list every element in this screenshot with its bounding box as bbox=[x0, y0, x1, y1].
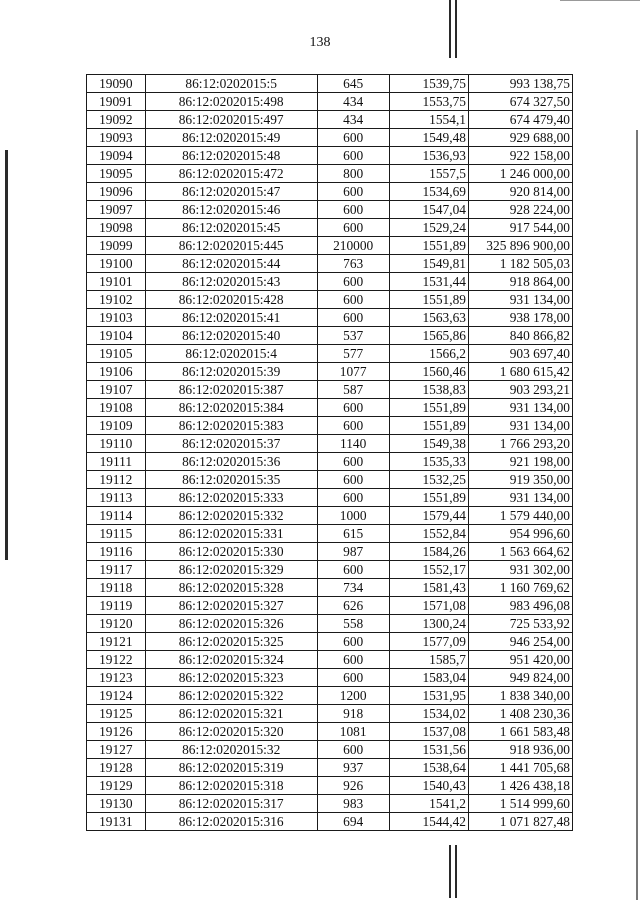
cadastral-number-cell: 86:12:0202015:330 bbox=[145, 543, 317, 561]
cadastral-number-cell: 86:12:0202015:328 bbox=[145, 579, 317, 597]
cadastral-number-cell: 86:12:0202015:318 bbox=[145, 777, 317, 795]
cadastral-number-cell: 86:12:0202015:428 bbox=[145, 291, 317, 309]
area-cell: 1077 bbox=[317, 363, 389, 381]
table-row bbox=[87, 669, 573, 687]
area-cell: 600 bbox=[317, 651, 389, 669]
area-cell: 600 bbox=[317, 399, 389, 417]
binding-mark bbox=[455, 0, 457, 58]
cadastral-number-cell: 86:12:0202015:316 bbox=[145, 813, 317, 831]
specific-value-cell: 1531,44 bbox=[389, 273, 468, 291]
area-cell: 600 bbox=[317, 183, 389, 201]
area-cell: 918 bbox=[317, 705, 389, 723]
area-cell: 600 bbox=[317, 147, 389, 165]
row-number-cell: 19128 bbox=[87, 759, 146, 777]
area-cell: 600 bbox=[317, 561, 389, 579]
table-row bbox=[87, 327, 573, 345]
cadastral-number-cell: 86:12:0202015:43 bbox=[145, 273, 317, 291]
cadastral-number-cell: 86:12:0202015:317 bbox=[145, 795, 317, 813]
cadastral-number-cell: 86:12:0202015:319 bbox=[145, 759, 317, 777]
cadastral-number-cell: 86:12:0202015:44 bbox=[145, 255, 317, 273]
scan-edge-mark bbox=[636, 130, 638, 900]
binding-mark bbox=[449, 0, 451, 58]
area-cell: 1140 bbox=[317, 435, 389, 453]
specific-value-cell: 1529,24 bbox=[389, 219, 468, 237]
table-row bbox=[87, 219, 573, 237]
row-number-cell: 19090 bbox=[87, 75, 146, 93]
specific-value-cell: 1532,25 bbox=[389, 471, 468, 489]
cadastral-number-cell: 86:12:0202015:323 bbox=[145, 669, 317, 687]
area-cell: 587 bbox=[317, 381, 389, 399]
table-row bbox=[87, 111, 573, 129]
cadastral-number-cell: 86:12:0202015:48 bbox=[145, 147, 317, 165]
area-cell: 937 bbox=[317, 759, 389, 777]
cadastral-number-cell: 86:12:0202015:384 bbox=[145, 399, 317, 417]
cadastral-number-cell: 86:12:0202015:327 bbox=[145, 597, 317, 615]
row-number-cell: 19114 bbox=[87, 507, 146, 525]
area-cell: 1081 bbox=[317, 723, 389, 741]
row-number-cell: 19098 bbox=[87, 219, 146, 237]
cadastral-number-cell: 86:12:0202015:332 bbox=[145, 507, 317, 525]
cadastral-value-cell: 1 071 827,48 bbox=[468, 813, 572, 831]
cadastral-number-cell: 86:12:0202015:37 bbox=[145, 435, 317, 453]
area-cell: 600 bbox=[317, 219, 389, 237]
area-cell: 600 bbox=[317, 309, 389, 327]
cadastral-value-cell: 1 766 293,20 bbox=[468, 435, 572, 453]
cadastral-value-cell: 1 441 705,68 bbox=[468, 759, 572, 777]
table-row bbox=[87, 813, 573, 831]
specific-value-cell: 1531,95 bbox=[389, 687, 468, 705]
cadastral-number-cell: 86:12:0202015:5 bbox=[145, 75, 317, 93]
specific-value-cell: 1579,44 bbox=[389, 507, 468, 525]
table-row bbox=[87, 615, 573, 633]
cadastral-number-cell: 86:12:0202015:383 bbox=[145, 417, 317, 435]
row-number-cell: 19127 bbox=[87, 741, 146, 759]
row-number-cell: 19104 bbox=[87, 327, 146, 345]
table-row bbox=[87, 777, 573, 795]
area-cell: 600 bbox=[317, 129, 389, 147]
table-row bbox=[87, 165, 573, 183]
table-row bbox=[87, 255, 573, 273]
specific-value-cell: 1540,43 bbox=[389, 777, 468, 795]
specific-value-cell: 1560,46 bbox=[389, 363, 468, 381]
table-row bbox=[87, 489, 573, 507]
specific-value-cell: 1539,75 bbox=[389, 75, 468, 93]
row-number-cell: 19129 bbox=[87, 777, 146, 795]
specific-value-cell: 1549,81 bbox=[389, 255, 468, 273]
cadastral-value-cell: 1 182 505,03 bbox=[468, 255, 572, 273]
table-row bbox=[87, 399, 573, 417]
row-number-cell: 19107 bbox=[87, 381, 146, 399]
specific-value-cell: 1537,08 bbox=[389, 723, 468, 741]
cadastral-value-cell: 983 496,08 bbox=[468, 597, 572, 615]
table-row bbox=[87, 723, 573, 741]
area-cell: 600 bbox=[317, 453, 389, 471]
specific-value-cell: 1552,17 bbox=[389, 561, 468, 579]
cadastral-value-cell: 920 814,00 bbox=[468, 183, 572, 201]
area-cell: 558 bbox=[317, 615, 389, 633]
cadastral-number-cell: 86:12:0202015:47 bbox=[145, 183, 317, 201]
table-row bbox=[87, 381, 573, 399]
specific-value-cell: 1544,42 bbox=[389, 813, 468, 831]
area-cell: 600 bbox=[317, 273, 389, 291]
table-row bbox=[87, 93, 573, 111]
cadastral-number-cell: 86:12:0202015:329 bbox=[145, 561, 317, 579]
area-cell: 987 bbox=[317, 543, 389, 561]
cadastral-value-cell: 725 533,92 bbox=[468, 615, 572, 633]
area-cell: 645 bbox=[317, 75, 389, 93]
area-cell: 537 bbox=[317, 327, 389, 345]
row-number-cell: 19121 bbox=[87, 633, 146, 651]
cadastral-value-cell: 931 134,00 bbox=[468, 399, 572, 417]
specific-value-cell: 1300,24 bbox=[389, 615, 468, 633]
specific-value-cell: 1553,75 bbox=[389, 93, 468, 111]
cadastral-number-cell: 86:12:0202015:322 bbox=[145, 687, 317, 705]
table-row bbox=[87, 687, 573, 705]
table-row bbox=[87, 507, 573, 525]
cadastral-number-cell: 86:12:0202015:333 bbox=[145, 489, 317, 507]
table-row bbox=[87, 471, 573, 489]
specific-value-cell: 1551,89 bbox=[389, 489, 468, 507]
cadastral-value-cell: 1 514 999,60 bbox=[468, 795, 572, 813]
specific-value-cell: 1551,89 bbox=[389, 399, 468, 417]
area-cell: 577 bbox=[317, 345, 389, 363]
specific-value-cell: 1571,08 bbox=[389, 597, 468, 615]
row-number-cell: 19109 bbox=[87, 417, 146, 435]
page-number: 138 bbox=[309, 35, 331, 50]
row-number-cell: 19110 bbox=[87, 435, 146, 453]
cadastral-value-cell: 325 896 900,00 bbox=[468, 237, 572, 255]
area-cell: 600 bbox=[317, 741, 389, 759]
row-number-cell: 19123 bbox=[87, 669, 146, 687]
area-cell: 600 bbox=[317, 291, 389, 309]
cadastral-value-cell: 674 327,50 bbox=[468, 93, 572, 111]
cadastral-number-cell: 86:12:0202015:321 bbox=[145, 705, 317, 723]
row-number-cell: 19122 bbox=[87, 651, 146, 669]
area-cell: 600 bbox=[317, 471, 389, 489]
cadastral-value-cell: 929 688,00 bbox=[468, 129, 572, 147]
table-row bbox=[87, 309, 573, 327]
cadastral-value-cell: 993 138,75 bbox=[468, 75, 572, 93]
cadastral-number-cell: 86:12:0202015:498 bbox=[145, 93, 317, 111]
table-row bbox=[87, 435, 573, 453]
specific-value-cell: 1551,89 bbox=[389, 237, 468, 255]
cadastral-number-cell: 86:12:0202015:40 bbox=[145, 327, 317, 345]
cadastral-value-cell: 1 160 769,62 bbox=[468, 579, 572, 597]
row-number-cell: 19119 bbox=[87, 597, 146, 615]
specific-value-cell: 1554,1 bbox=[389, 111, 468, 129]
area-cell: 1200 bbox=[317, 687, 389, 705]
table-row bbox=[87, 741, 573, 759]
area-cell: 615 bbox=[317, 525, 389, 543]
area-cell: 800 bbox=[317, 165, 389, 183]
specific-value-cell: 1565,86 bbox=[389, 327, 468, 345]
area-cell: 600 bbox=[317, 633, 389, 651]
table-row bbox=[87, 633, 573, 651]
row-number-cell: 19100 bbox=[87, 255, 146, 273]
specific-value-cell: 1538,83 bbox=[389, 381, 468, 399]
cadastral-number-cell: 86:12:0202015:36 bbox=[145, 453, 317, 471]
specific-value-cell: 1566,2 bbox=[389, 345, 468, 363]
table-row bbox=[87, 597, 573, 615]
cadastral-value-cell: 903 293,21 bbox=[468, 381, 572, 399]
table-row bbox=[87, 129, 573, 147]
table-row bbox=[87, 363, 573, 381]
specific-value-cell: 1551,89 bbox=[389, 417, 468, 435]
area-cell: 600 bbox=[317, 669, 389, 687]
specific-value-cell: 1534,02 bbox=[389, 705, 468, 723]
cadastral-value-cell: 917 544,00 bbox=[468, 219, 572, 237]
area-cell: 600 bbox=[317, 489, 389, 507]
table-row bbox=[87, 561, 573, 579]
table-row bbox=[87, 417, 573, 435]
cadastral-number-cell: 86:12:0202015:445 bbox=[145, 237, 317, 255]
cadastral-value-cell: 931 134,00 bbox=[468, 417, 572, 435]
cadastral-number-cell: 86:12:0202015:45 bbox=[145, 219, 317, 237]
cadastral-value-cell: 1 408 230,36 bbox=[468, 705, 572, 723]
row-number-cell: 19117 bbox=[87, 561, 146, 579]
specific-value-cell: 1538,64 bbox=[389, 759, 468, 777]
binding-mark bbox=[455, 845, 457, 898]
table-row bbox=[87, 543, 573, 561]
row-number-cell: 19099 bbox=[87, 237, 146, 255]
cadastral-number-cell: 86:12:0202015:472 bbox=[145, 165, 317, 183]
row-number-cell: 19096 bbox=[87, 183, 146, 201]
cadastral-number-cell: 86:12:0202015:35 bbox=[145, 471, 317, 489]
row-number-cell: 19103 bbox=[87, 309, 146, 327]
row-number-cell: 19094 bbox=[87, 147, 146, 165]
cadastral-value-cell: 1 246 000,00 bbox=[468, 165, 572, 183]
cadastral-number-cell: 86:12:0202015:46 bbox=[145, 201, 317, 219]
row-number-cell: 19131 bbox=[87, 813, 146, 831]
cadastral-number-cell: 86:12:0202015:320 bbox=[145, 723, 317, 741]
cadastral-value-cell: 1 579 440,00 bbox=[468, 507, 572, 525]
specific-value-cell: 1549,48 bbox=[389, 129, 468, 147]
specific-value-cell: 1551,89 bbox=[389, 291, 468, 309]
table-row bbox=[87, 705, 573, 723]
cadastral-value-cell: 919 350,00 bbox=[468, 471, 572, 489]
cadastral-number-cell: 86:12:0202015:325 bbox=[145, 633, 317, 651]
specific-value-cell: 1531,56 bbox=[389, 741, 468, 759]
area-cell: 983 bbox=[317, 795, 389, 813]
cadastral-number-cell: 86:12:0202015:331 bbox=[145, 525, 317, 543]
cadastral-value-cell: 918 864,00 bbox=[468, 273, 572, 291]
cadastral-number-cell: 86:12:0202015:326 bbox=[145, 615, 317, 633]
table-row bbox=[87, 795, 573, 813]
specific-value-cell: 1583,04 bbox=[389, 669, 468, 687]
row-number-cell: 19102 bbox=[87, 291, 146, 309]
row-number-cell: 19093 bbox=[87, 129, 146, 147]
table-row bbox=[87, 147, 573, 165]
row-number-cell: 19111 bbox=[87, 453, 146, 471]
specific-value-cell: 1552,84 bbox=[389, 525, 468, 543]
row-number-cell: 19091 bbox=[87, 93, 146, 111]
cadastral-value-cell: 918 936,00 bbox=[468, 741, 572, 759]
cadastral-value-cell: 949 824,00 bbox=[468, 669, 572, 687]
cadastral-value-cell: 840 866,82 bbox=[468, 327, 572, 345]
table-row bbox=[87, 345, 573, 363]
specific-value-cell: 1584,26 bbox=[389, 543, 468, 561]
cadastral-value-cell: 954 996,60 bbox=[468, 525, 572, 543]
specific-value-cell: 1577,09 bbox=[389, 633, 468, 651]
cadastral-value-cell: 1 838 340,00 bbox=[468, 687, 572, 705]
cadastral-number-cell: 86:12:0202015:387 bbox=[145, 381, 317, 399]
row-number-cell: 19108 bbox=[87, 399, 146, 417]
table-row bbox=[87, 579, 573, 597]
specific-value-cell: 1563,63 bbox=[389, 309, 468, 327]
cadastral-value-cell: 921 198,00 bbox=[468, 453, 572, 471]
specific-value-cell: 1557,5 bbox=[389, 165, 468, 183]
specific-value-cell: 1541,2 bbox=[389, 795, 468, 813]
row-number-cell: 19095 bbox=[87, 165, 146, 183]
binding-mark bbox=[449, 845, 451, 898]
area-cell: 926 bbox=[317, 777, 389, 795]
row-number-cell: 19112 bbox=[87, 471, 146, 489]
area-cell: 694 bbox=[317, 813, 389, 831]
cadastral-value-cell: 931 302,00 bbox=[468, 561, 572, 579]
table-row bbox=[87, 453, 573, 471]
cadastral-value-table bbox=[86, 74, 573, 831]
row-number-cell: 19126 bbox=[87, 723, 146, 741]
area-cell: 600 bbox=[317, 201, 389, 219]
cadastral-value-cell: 951 420,00 bbox=[468, 651, 572, 669]
row-number-cell: 19101 bbox=[87, 273, 146, 291]
area-cell: 1000 bbox=[317, 507, 389, 525]
table-row bbox=[87, 273, 573, 291]
cadastral-value-cell: 922 158,00 bbox=[468, 147, 572, 165]
cadastral-value-cell: 674 479,40 bbox=[468, 111, 572, 129]
specific-value-cell: 1547,04 bbox=[389, 201, 468, 219]
table-row bbox=[87, 75, 573, 93]
cadastral-value-cell: 903 697,40 bbox=[468, 345, 572, 363]
table-row bbox=[87, 651, 573, 669]
table-row bbox=[87, 759, 573, 777]
table-row bbox=[87, 525, 573, 543]
specific-value-cell: 1581,43 bbox=[389, 579, 468, 597]
specific-value-cell: 1535,33 bbox=[389, 453, 468, 471]
specific-value-cell: 1549,38 bbox=[389, 435, 468, 453]
area-cell: 734 bbox=[317, 579, 389, 597]
table-row bbox=[87, 201, 573, 219]
row-number-cell: 19097 bbox=[87, 201, 146, 219]
table-row bbox=[87, 183, 573, 201]
cadastral-value-cell: 946 254,00 bbox=[468, 633, 572, 651]
area-cell: 434 bbox=[317, 111, 389, 129]
row-number-cell: 19125 bbox=[87, 705, 146, 723]
cadastral-value-cell: 938 178,00 bbox=[468, 309, 572, 327]
cadastral-value-cell: 1 661 583,48 bbox=[468, 723, 572, 741]
row-number-cell: 19106 bbox=[87, 363, 146, 381]
area-cell: 763 bbox=[317, 255, 389, 273]
row-number-cell: 19116 bbox=[87, 543, 146, 561]
area-cell: 210000 bbox=[317, 237, 389, 255]
row-number-cell: 19118 bbox=[87, 579, 146, 597]
cadastral-value-cell: 931 134,00 bbox=[468, 489, 572, 507]
table-body bbox=[87, 75, 573, 831]
scan-edge-mark bbox=[5, 150, 8, 560]
cadastral-value-cell: 1 680 615,42 bbox=[468, 363, 572, 381]
row-number-cell: 19105 bbox=[87, 345, 146, 363]
row-number-cell: 19113 bbox=[87, 489, 146, 507]
cadastral-value-cell: 928 224,00 bbox=[468, 201, 572, 219]
cadastral-number-cell: 86:12:0202015:39 bbox=[145, 363, 317, 381]
scan-edge-mark bbox=[560, 0, 640, 1]
cadastral-value-cell: 1 563 664,62 bbox=[468, 543, 572, 561]
area-cell: 600 bbox=[317, 417, 389, 435]
cadastral-number-cell: 86:12:0202015:41 bbox=[145, 309, 317, 327]
specific-value-cell: 1534,69 bbox=[389, 183, 468, 201]
cadastral-number-cell: 86:12:0202015:49 bbox=[145, 129, 317, 147]
row-number-cell: 19120 bbox=[87, 615, 146, 633]
table-row bbox=[87, 237, 573, 255]
table-row bbox=[87, 291, 573, 309]
cadastral-value-cell: 1 426 438,18 bbox=[468, 777, 572, 795]
cadastral-number-cell: 86:12:0202015:32 bbox=[145, 741, 317, 759]
area-cell: 626 bbox=[317, 597, 389, 615]
row-number-cell: 19130 bbox=[87, 795, 146, 813]
cadastral-value-cell: 931 134,00 bbox=[468, 291, 572, 309]
specific-value-cell: 1536,93 bbox=[389, 147, 468, 165]
specific-value-cell: 1585,7 bbox=[389, 651, 468, 669]
area-cell: 434 bbox=[317, 93, 389, 111]
row-number-cell: 19124 bbox=[87, 687, 146, 705]
cadastral-number-cell: 86:12:0202015:497 bbox=[145, 111, 317, 129]
cadastral-number-cell: 86:12:0202015:324 bbox=[145, 651, 317, 669]
row-number-cell: 19115 bbox=[87, 525, 146, 543]
cadastral-number-cell: 86:12:0202015:4 bbox=[145, 345, 317, 363]
row-number-cell: 19092 bbox=[87, 111, 146, 129]
